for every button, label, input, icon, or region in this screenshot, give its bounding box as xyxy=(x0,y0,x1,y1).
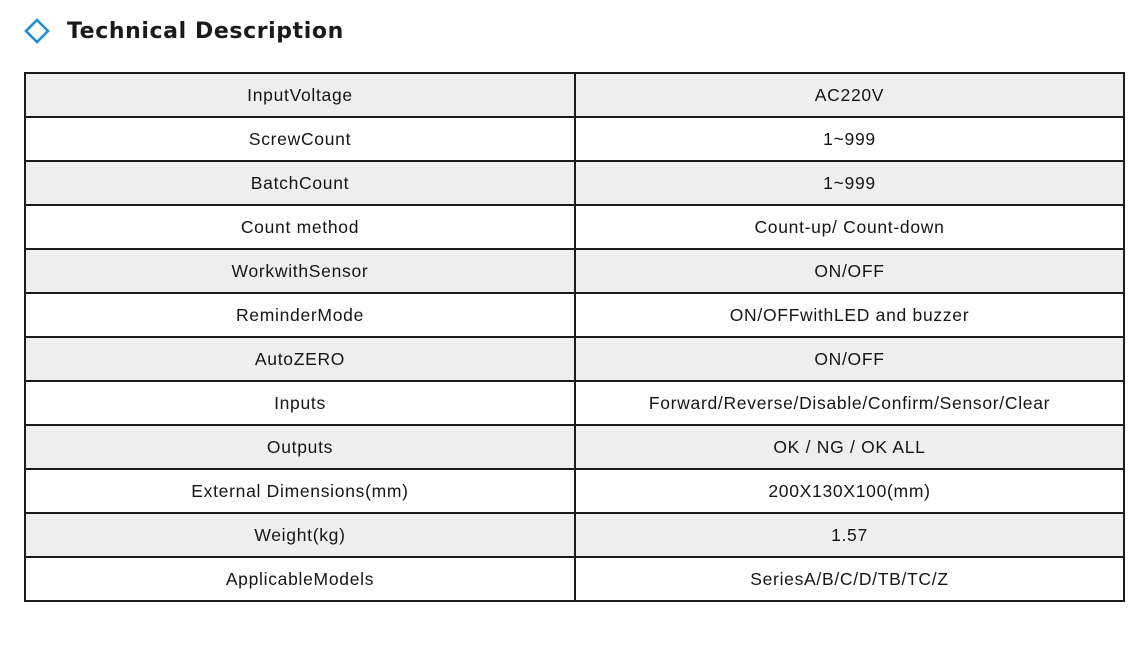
parameter-cell: Outputs xyxy=(25,425,575,469)
parameter-cell: Weight(kg) xyxy=(25,513,575,557)
table-row xyxy=(25,381,1124,425)
value-cell: SeriesA/B/C/D/TB/TC/Z xyxy=(575,557,1124,601)
parameter-cell: Inputs xyxy=(25,381,575,425)
section-header xyxy=(24,14,344,48)
value-cell: 1.57 xyxy=(575,513,1124,557)
parameter-cell: AutoZERO xyxy=(25,337,575,381)
table-row xyxy=(25,117,1124,161)
table-row xyxy=(25,337,1124,381)
parameter-cell: ScrewCount xyxy=(25,117,575,161)
diamond-outline-icon xyxy=(24,18,50,44)
table-row xyxy=(25,293,1124,337)
table-row xyxy=(25,249,1124,293)
parameter-cell: InputVoltage xyxy=(25,73,575,117)
page-title: Technical Description xyxy=(67,18,344,44)
value-cell: ON/OFFwithLED and buzzer xyxy=(575,293,1124,337)
table-row xyxy=(25,513,1124,557)
table-row xyxy=(25,469,1124,513)
parameter-cell: ApplicableModels xyxy=(25,557,575,601)
value-cell: OK / NG / OK ALL xyxy=(575,425,1124,469)
parameter-cell: Count method xyxy=(25,205,575,249)
value-cell: 200X130X100(mm) xyxy=(575,469,1124,513)
value-cell: Count-up/ Count-down xyxy=(575,205,1124,249)
parameter-cell: WorkwithSensor xyxy=(25,249,575,293)
table-row xyxy=(25,425,1124,469)
table-row xyxy=(25,557,1124,601)
value-cell: 1~999 xyxy=(575,117,1124,161)
table-row xyxy=(25,161,1124,205)
value-cell: Forward/Reverse/Disable/Confirm/Sensor/Clear xyxy=(575,381,1124,425)
parameter-cell: BatchCount xyxy=(25,161,575,205)
parameter-cell: External Dimensions(mm) xyxy=(25,469,575,513)
table-row xyxy=(25,73,1124,117)
value-cell: AC220V xyxy=(575,73,1124,117)
value-cell: ON/OFF xyxy=(575,249,1124,293)
value-cell: ON/OFF xyxy=(575,337,1124,381)
parameter-cell: ReminderMode xyxy=(25,293,575,337)
spec-table xyxy=(24,72,1125,602)
table-row xyxy=(25,205,1124,249)
value-cell: 1~999 xyxy=(575,161,1124,205)
